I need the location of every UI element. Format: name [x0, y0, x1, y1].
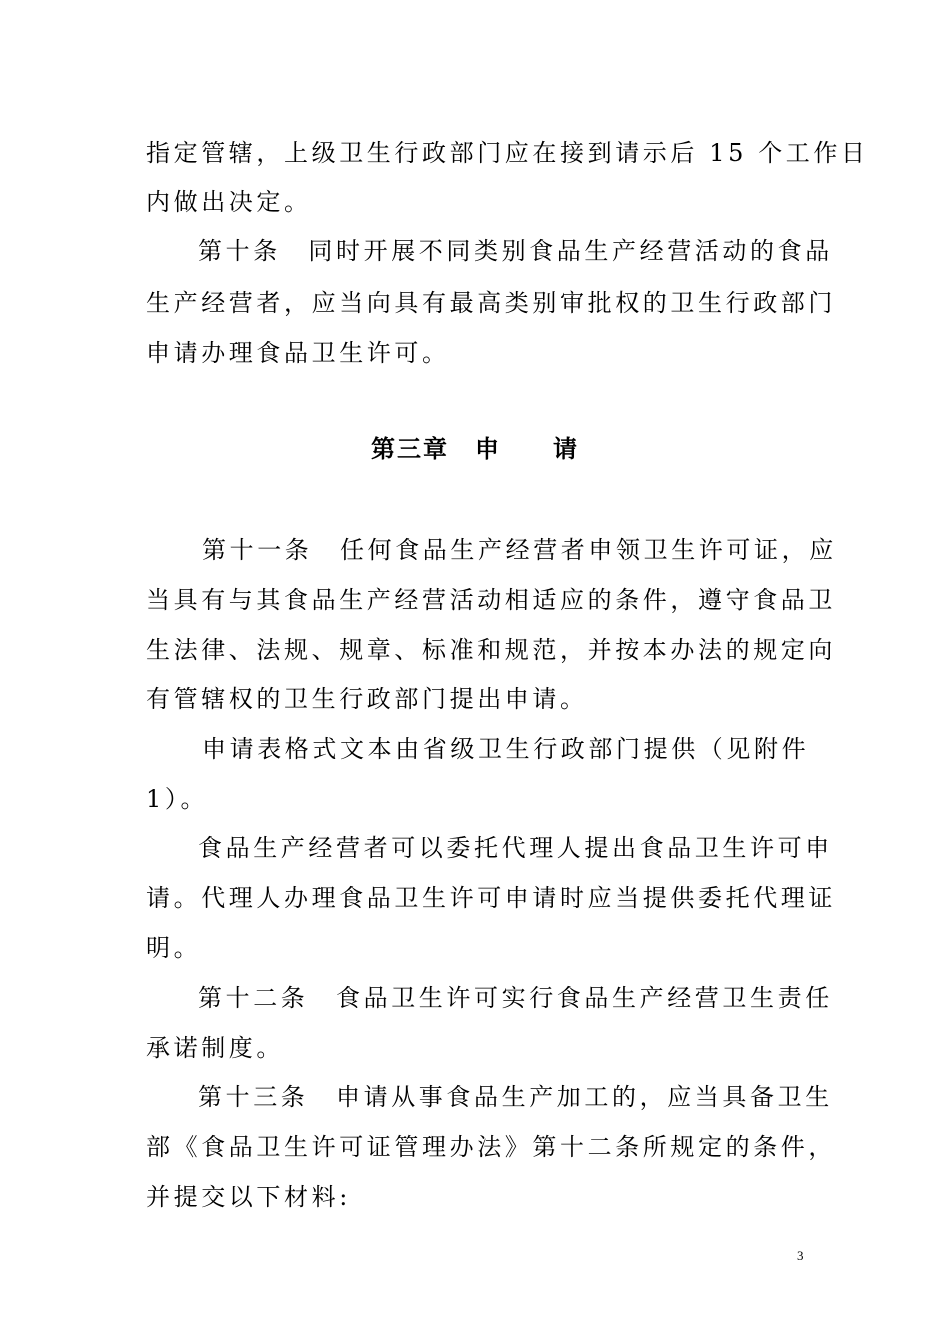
text-line: 申请办理食品卫生许可。: [146, 339, 450, 367]
text-line: 1）。: [146, 785, 209, 813]
text-line: 并提交以下材料:: [146, 1183, 351, 1211]
chapter-heading: 第三章 申 请: [371, 435, 579, 463]
text-line: 申请表格式文本由省级卫生行政部门提供（见附件: [202, 735, 810, 763]
text-line: 请。代理人办理食品卫生许可申请时应当提供委托代理证: [146, 884, 836, 912]
text-line: 当具有与其食品生产经营活动相适应的条件，遵守食品卫: [146, 586, 836, 614]
text-line: 第十三条 申请从事食品生产加工的，应当具备卫生: [198, 1083, 833, 1111]
text-line: 承诺制度。: [146, 1034, 284, 1062]
text-line: 第十二条 食品卫生许可实行食品生产经营卫生责任: [198, 984, 833, 1012]
page-number: 3: [797, 1248, 804, 1263]
text-line: 部《食品卫生许可证管理办法》第十二条所规定的条件，: [146, 1133, 836, 1161]
text-line: 内做出决定。: [146, 188, 312, 216]
text-line: 第十条 同时开展不同类别食品生产经营活动的食品: [198, 237, 833, 265]
text-line: 明。: [146, 934, 202, 962]
text-line: 有管辖权的卫生行政部门提出申请。: [146, 685, 588, 713]
text-line: 食品生产经营者可以委托代理人提出食品卫生许可申: [198, 834, 833, 862]
text-line: 第十一条 任何食品生产经营者申领卫生许可证，应: [202, 536, 837, 564]
text-line: 生产经营者，应当向具有最高类别审批权的卫生行政部门: [146, 289, 836, 317]
text-line: 生法律、法规、规章、标准和规范，并按本办法的规定向: [146, 636, 836, 664]
text-line: 指定管辖，上级卫生行政部门应在接到请示后 15 个工作日: [146, 139, 869, 167]
